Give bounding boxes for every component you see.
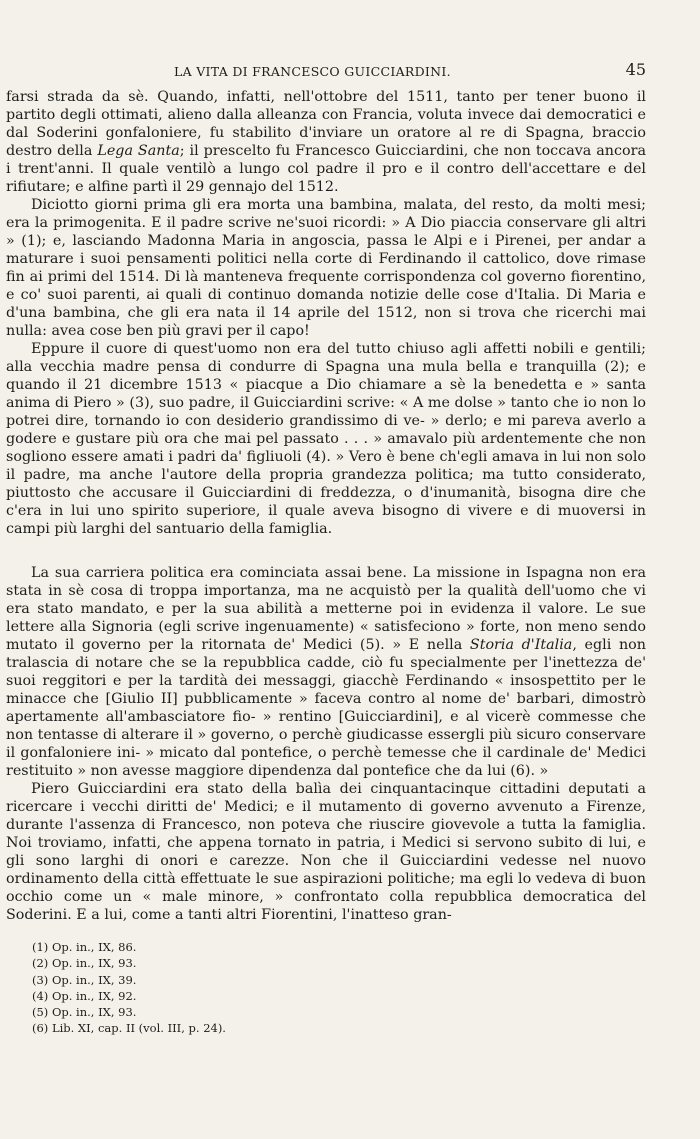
- paragraph-4-part-a: La sua carriera politica era cominciata assai bene. La missione in Ispagna non era stata in sè cosa di troppa importanza, ma ne acquistò per la qualità dell'uomo che vi era stato mandato, e per la sua abilità a metterne poi in evidenza il valore. Le sue lettere alla Signoria (egli scrive ingenuamente) « satisfeciono » forte, non meno sendo mutato il governo per la ritornata de' Medici (5). » E nella: [6, 565, 646, 653]
- page-number: 45: [625, 60, 646, 79]
- body-text: [6, 88, 646, 924]
- footnote: (6) Lib. XI, cap. II (vol. III, p. 24).: [32, 1021, 226, 1036]
- paragraph-4-part-b: , egli non tralascia di notare che se la repubblica cadde, ciò fu specialmente per l'inettezza de' suoi reggitori e per la tardità dei messaggi, giacchè Ferdinando « insospettito per le minacce che [Giulio II] pubblicamente » faceva contro al nome de' barbari, dimostrò apertamente all'ambasciatore fio- » rentino [Guicciardini], e al vicerè commesse che non tentasse di alterare il » governo, o perchè giudicasse essergli più sicuro conservare il gonfaloniere ini- » micato dal pontefice, o perchè temesse che il cardinale de' Medici restituito » non avesse maggiore dipendenza dal pontefice che da lui (6). »: [6, 637, 646, 779]
- paragraph-4: [6, 564, 646, 780]
- footnote: (5) Op. in., IX, 93.: [32, 1005, 137, 1020]
- footnotes: [32, 939, 432, 1037]
- running-title: LA VITA DI FRANCESCO GUICCIARDINI.: [174, 64, 451, 79]
- paragraph-5: Piero Guicciardini era stato della balìa dei cinquantacinque cittadini deputati a ricercare i vecchi diritti de' Medici; e il mutamento di governo avvenuto a Firenze, durante l'assenza di Francesco, non poteva che riuscire giovevole a tutta la famiglia. Noi troviamo, infatti, che appena tornato in patria, i Medici si servono subito di lui, e gli sono larghi di onori e carezze. Non che il Guicciardini vedesse nel nuovo ordinamento della città effettuate le sue aspirazioni politiche; ma egli lo vedeva di buon occhio come un « male minore, » confrontato colla repubblica democratica del Soderini. E a lui, come a tanti altri Fiorentini, l'inatteso gran-: [6, 781, 646, 923]
- footnote: (1) Op. in., IX, 86.: [32, 940, 137, 954]
- paragraph-2: Diciotto giorni prima gli era morta una bambina, malata, del resto, da molti mesi; era la primogenita. E il padre scrive ne'suoi ricordi: » A Dio piaccia conservare gli altri » (1); e, lasciando Madonna Maria in angoscia, passa le Alpi e i Pirenei, per andar a maturare i suoi pensamenti politici nella corte di Ferdinando il cattolico, dove rimase fin ai primi del 1514. Di là manteneva frequente corrispondenza col governo fiorentino, e co' suoi parenti, ai quali di continuo domanda notizie delle cose d'Italia. Di Maria e d'una bambina, che gli era nata il 14 aprile del 1512, non si trova che ricerchi mai nulla: avea cose ben più gravi per il capo!: [6, 197, 646, 339]
- page-header: [6, 0, 646, 90]
- italic-lega-santa: Lega Santa: [97, 143, 180, 159]
- paragraph-1-part-a: farsi strada da sè. Quando, infatti, nell'ottobre del 1511, tanto per tener buono il partito degli ottimati, alieno dalla alleanza con Francia, voluta invece dai democratici e dal Soderini gonfaloniere, fu stabilito d'inviare un oratore al re di Spagna, braccio destro della: [6, 89, 646, 159]
- paragraph-1: [6, 88, 646, 196]
- footnote: (3) Op. in., IX, 39.: [32, 972, 137, 987]
- paragraph-1-part-b: ; il prescelto fu Francesco Guicciardini, che non toccava ancora i trent'anni. Il quale ventilò a lungo col padre il pro e il contro dell'accettare e del rifiutare; e alfine partì il 29 gennajo del 1512.: [6, 143, 646, 195]
- paragraph-3: Eppure il cuore di quest'uomo non era del tutto chiuso agli affetti nobili e gentili; alla vecchia madre pensa di condurre di Spagna una mula bella e tranquilla (2); e quando il 21 dicembre 1513 « piacque a Dio chiamare a sè la benedetta e » santa anima di Piero » (3), suo padre, il Guicciardini scrive: « A me dolse » tanto che io non lo potrei dire, tornando io con desiderio grandissimo di ve- » derlo; e mi pareva averlo a godere e gustare più ora che mai pel passato . . . » amavalo più ardentemente che non sogliono essere amati i padri da' figliuoli (4). » Vero è bene ch'egli amava in lui non solo il padre, ma anche l'autore della propria grandezza politica; ma tutto considerato, piuttosto che accusare il Guicciardini di freddezza, o d'inumanità, bisogna dire che c'era in lui uno spirito superiore, il quale aveva bisogno di vivere e di muoversi in campi più larghi del santuario della famiglia.: [6, 341, 646, 537]
- book-page: [6, 0, 646, 1036]
- italic-storia-italia: Storia d'Italia: [469, 637, 573, 653]
- footnote: (2) Op. in., IX, 93.: [32, 956, 137, 971]
- footnote: (4) Op. in., IX, 92.: [32, 988, 137, 1003]
